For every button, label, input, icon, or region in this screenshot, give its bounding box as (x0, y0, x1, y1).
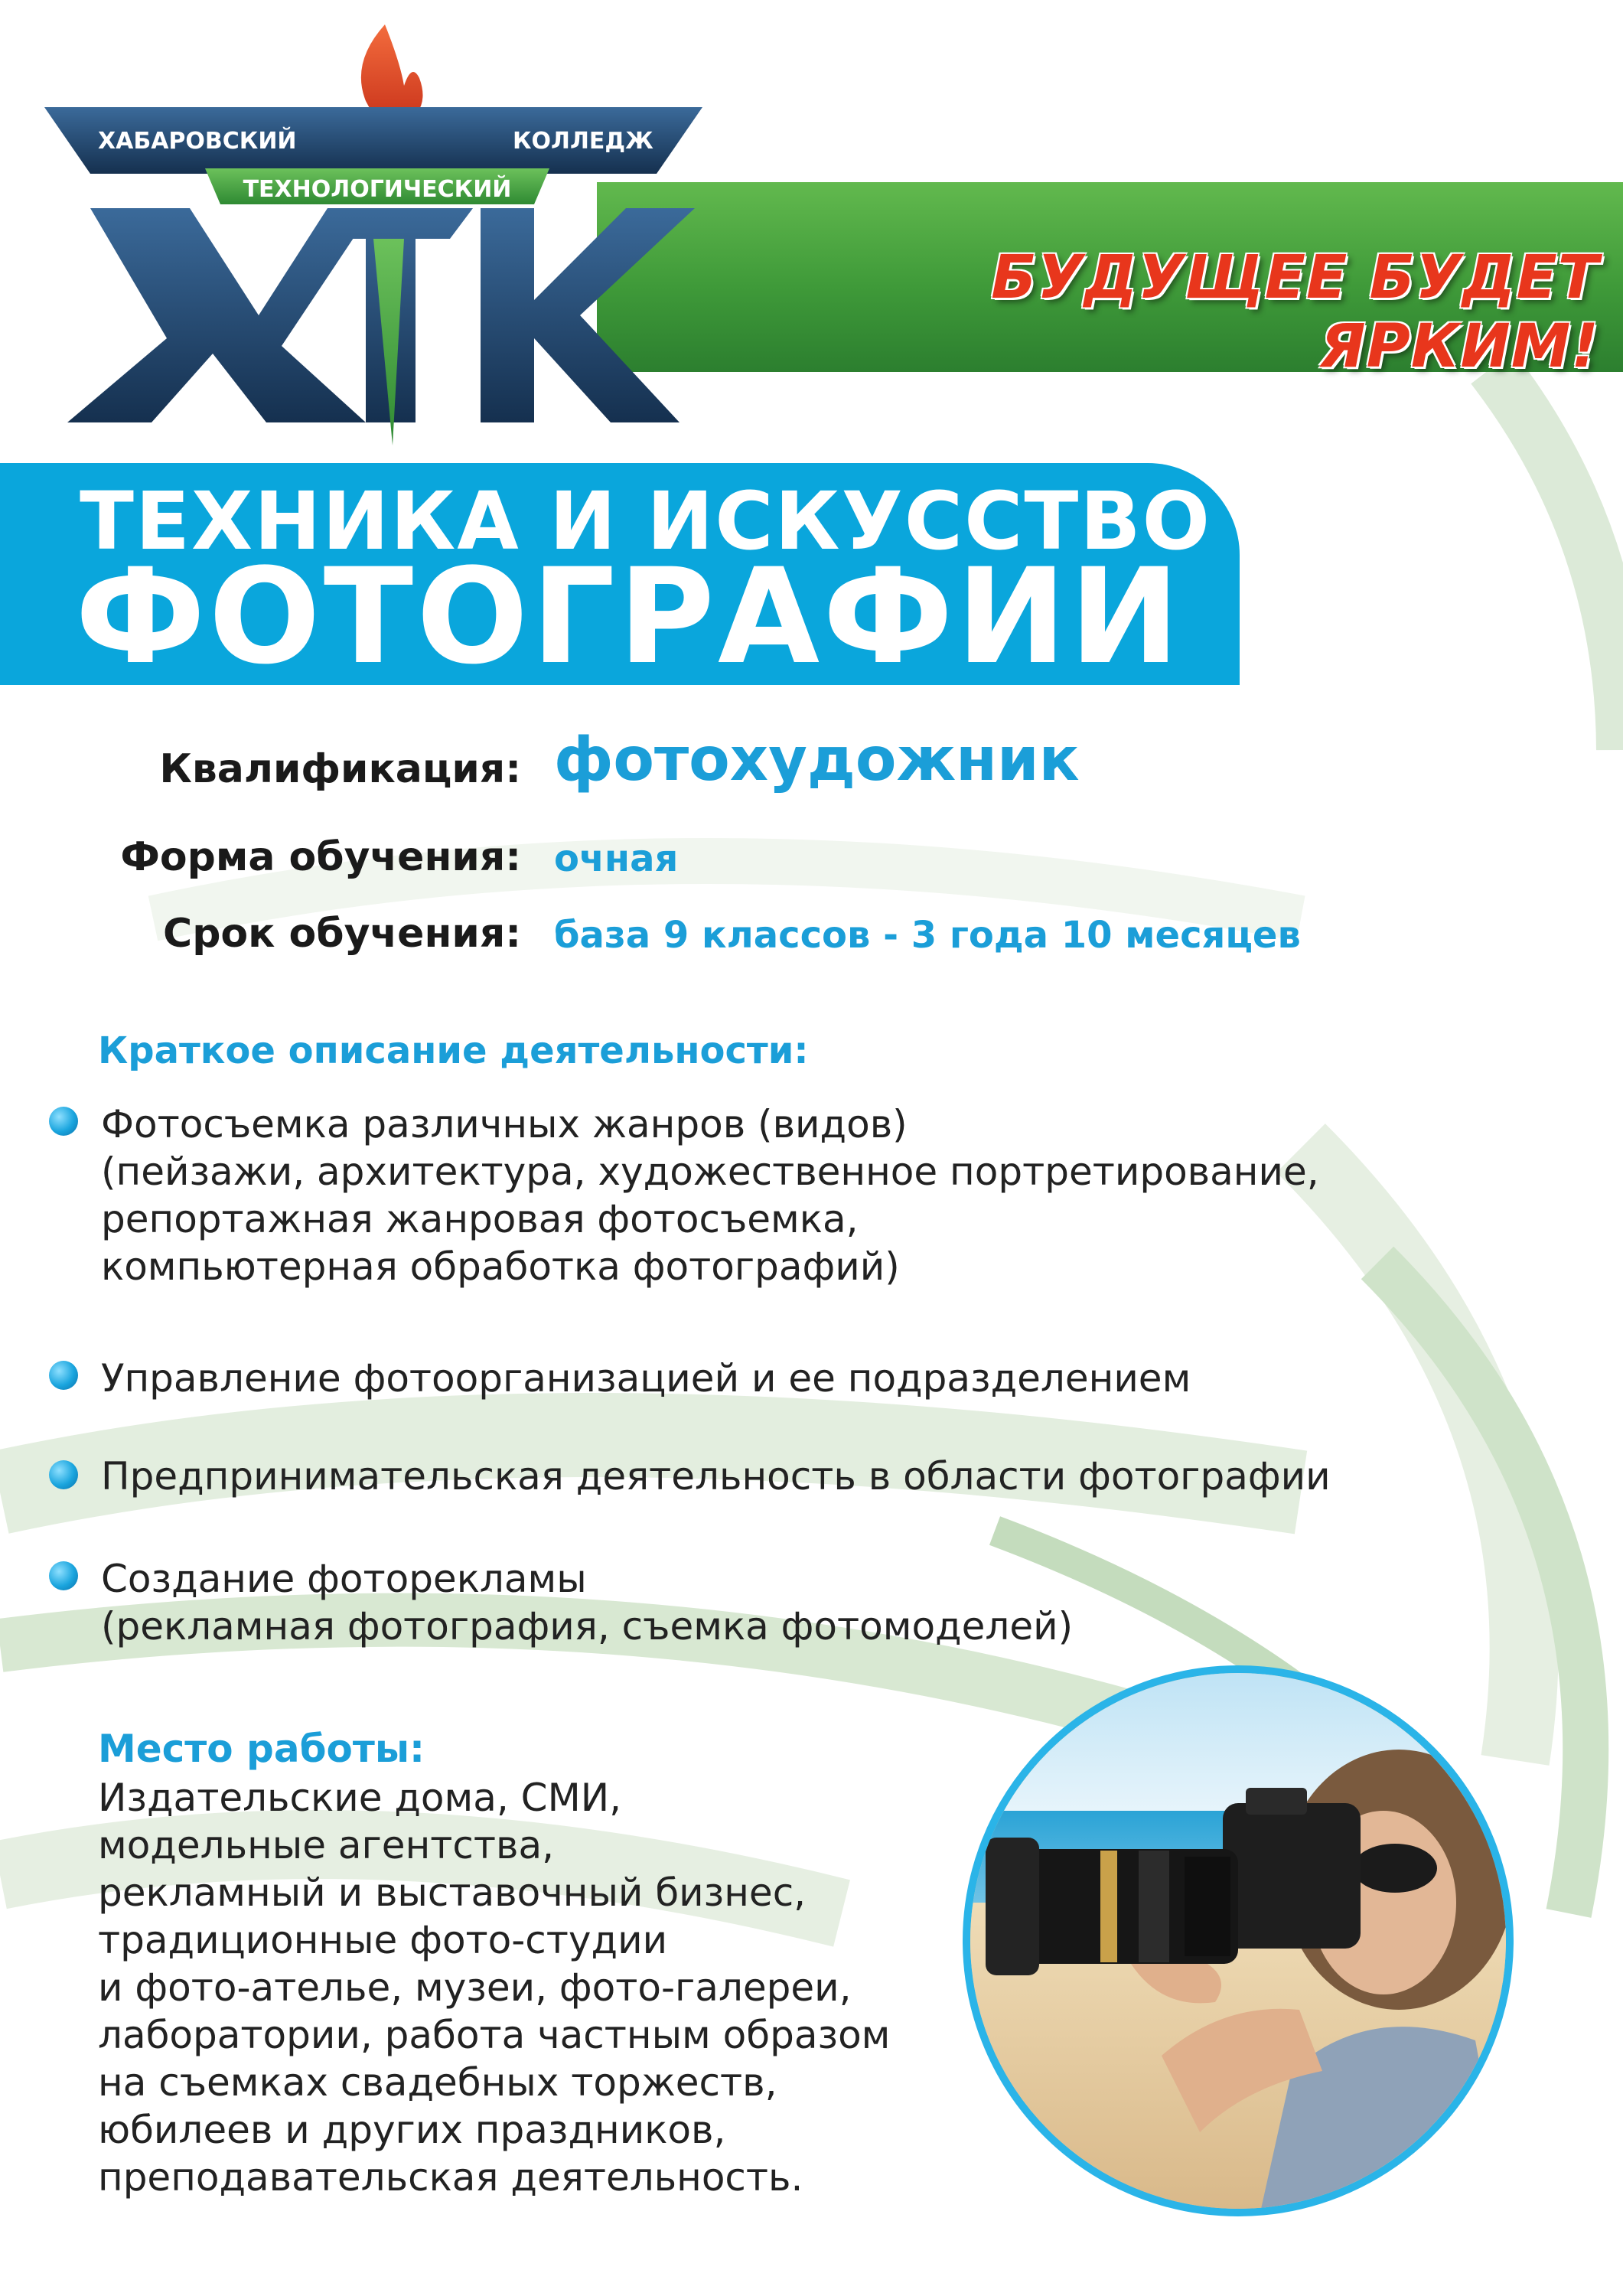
study-form-label: Форма обучения: (120, 834, 521, 880)
bullet-icon (49, 1361, 78, 1390)
description-item: Предпринимательская деятельность в области фотографии (101, 1454, 1331, 1499)
photographer-photo (963, 1665, 1514, 2216)
bullet-icon (49, 1460, 78, 1489)
logo-text-left: ХАБАРОВСКИЙ (98, 128, 297, 155)
qualification-value: фотохудожник (554, 726, 1080, 794)
study-term-label: Срок обучения: (163, 911, 521, 957)
title-line-1: ТЕХНИКА И ИСКУССТВО (80, 475, 1212, 568)
description-item: Управление фотоорганизацией и ее подразделением (101, 1356, 1191, 1401)
description-item: Фотосъемка различных жанров (видов) (пейзажи, архитектура, художественное портретирование, репортажная жанровая фотосъемка, компьютерная обработка фотографий) (101, 1102, 1319, 1289)
qualification-label: Квалификация: (159, 746, 521, 792)
title-line-2: ФОТОГРАФИИ (75, 540, 1183, 693)
logo-text-center: ТЕХНОЛОГИЧЕСКИЙ (243, 176, 512, 203)
study-term-value: база 9 классов - 3 года 10 месяцев (554, 914, 1301, 957)
study-form-value: очная (554, 837, 679, 880)
workplace-heading: Место работы: (98, 1727, 425, 1771)
description-heading: Краткое описание деятельности: (98, 1029, 809, 1072)
description-item: Создание фоторекламы (рекламная фотография, съемка фотомоделей) (101, 1557, 1074, 1649)
workplace-text: Издательские дома, СМИ, модельные агентства, рекламный и выставочный бизнес, традиционные фото-студии и фото-ателье, музеи, фото-галереи, лаборатории, работа частным образом на съемках свадебных торжеств, юбилеев и других праздников, преподавательская деятельность. (98, 1776, 891, 2200)
slogan: БУДУЩЕЕ БУДЕТ ЯРКИМ! (991, 243, 1599, 381)
bullet-icon (49, 1561, 78, 1590)
bullet-icon (49, 1107, 78, 1136)
college-logo (44, 17, 710, 445)
logo-text-right: КОЛЛЕДЖ (513, 128, 653, 155)
